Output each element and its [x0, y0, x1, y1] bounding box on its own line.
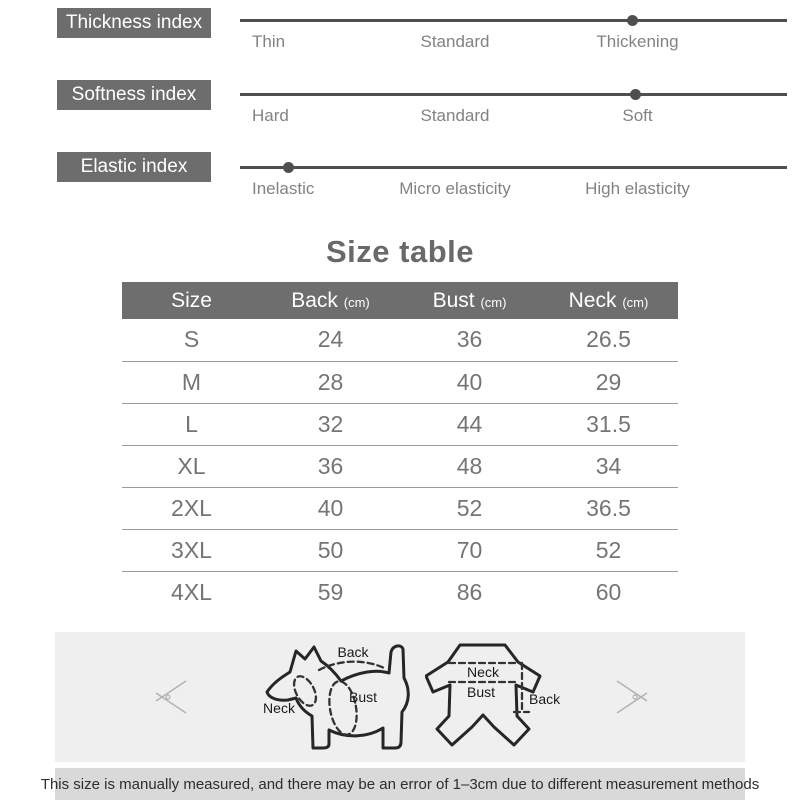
elastic-scale-line [240, 166, 787, 169]
dog-bust-label: Bust [348, 689, 378, 705]
cell-back: 40 [317, 494, 344, 521]
elastic-option-inelastic: Inelastic [252, 179, 315, 198]
cell-back: 24 [317, 326, 344, 353]
cell-bust: 44 [456, 410, 483, 437]
cell-back: 28 [317, 368, 344, 395]
garment-back-label: Back [529, 691, 561, 707]
measurement-diagram-panel [55, 632, 745, 762]
column-header-size: Size [171, 288, 212, 312]
dog-bust-measure-loop [326, 679, 361, 737]
cell-neck: 34 [595, 452, 622, 479]
table-row [122, 445, 678, 487]
table-row [122, 571, 678, 613]
cell-back: 50 [317, 536, 344, 563]
cell-neck: 36.5 [586, 494, 631, 521]
cell-bust: 52 [456, 494, 483, 521]
carousel-prev-icon[interactable] [152, 677, 192, 717]
cell-back: 36 [317, 452, 344, 479]
table-row [122, 529, 678, 571]
column-header-back: Back (cm) [291, 288, 370, 312]
dog-outline [267, 646, 408, 748]
softness-scale-dot [630, 89, 641, 100]
cell-bust: 70 [456, 536, 483, 563]
dog-neck-label: Neck [263, 700, 295, 716]
table-row [122, 361, 678, 403]
softness-option-hard: Hard [252, 106, 289, 125]
cell-neck: 26.5 [586, 326, 631, 353]
elastic-index-label [57, 152, 211, 182]
thickness-index-text: Thickness index [65, 12, 203, 33]
size-table-header-row [122, 282, 678, 319]
garment-neck-label: Neck [467, 664, 499, 680]
cell-size: 3XL [171, 536, 212, 563]
thickness-option-standard: Standard [420, 32, 490, 51]
neck-unit: (cm) [622, 294, 649, 310]
thickness-option-thin: Thin [252, 32, 286, 51]
elastic-option-high-elasticity: High elasticity [585, 179, 690, 198]
thickness-option-thickening: Thickening [596, 32, 679, 51]
cell-neck: 60 [595, 578, 622, 605]
elastic-scale-dot [283, 162, 294, 173]
elastic-index-text: Elastic index [80, 156, 188, 177]
cell-neck: 52 [595, 536, 622, 563]
thickness-scale-dot [627, 15, 638, 26]
table-row [122, 487, 678, 529]
cell-back: 59 [317, 578, 344, 605]
cell-bust: 48 [456, 452, 483, 479]
softness-index-label [57, 80, 211, 110]
cell-size: L [185, 410, 198, 437]
cell-neck: 31.5 [586, 410, 631, 437]
garment-measurement-figure [425, 642, 575, 754]
thickness-scale-line [240, 19, 787, 22]
softness-option-standard: Standard [420, 106, 490, 125]
cell-size: S [183, 326, 200, 353]
table-row [122, 319, 678, 361]
cell-bust: 36 [456, 326, 483, 353]
cell-back: 32 [317, 410, 344, 437]
cell-size: XL [177, 452, 206, 479]
table-row [122, 403, 678, 445]
column-header-bust: Bust (cm) [432, 288, 507, 312]
dog-back-label: Back [337, 644, 369, 660]
measurement-disclaimer-bar [40, 768, 760, 800]
softness-option-soft: Soft [622, 106, 653, 125]
cell-bust: 86 [456, 578, 483, 605]
cell-size: 2XL [171, 494, 212, 521]
cell-neck: 29 [595, 368, 622, 395]
garment-bust-label: Bust [466, 684, 496, 700]
cell-size: 4XL [171, 578, 212, 605]
elastic-option-micro: Micro elasticity [399, 179, 511, 198]
softness-scale-line [240, 93, 787, 96]
cell-bust: 40 [456, 368, 483, 395]
back-unit: (cm) [343, 294, 370, 310]
size-table-title: Size table [326, 234, 474, 269]
cell-size: M [181, 368, 202, 395]
size-table [122, 282, 678, 613]
disclaimer-text: This size is manually measured, and there may be an error of 1–3cm due to different measurement methods [40, 775, 760, 793]
dog-measurement-figure [255, 636, 425, 760]
softness-index-text: Softness index [71, 84, 197, 105]
carousel-next-icon[interactable] [611, 677, 651, 717]
thickness-index-label [57, 8, 211, 38]
column-header-neck: Neck (cm) [568, 288, 649, 312]
bust-unit: (cm) [480, 294, 507, 310]
